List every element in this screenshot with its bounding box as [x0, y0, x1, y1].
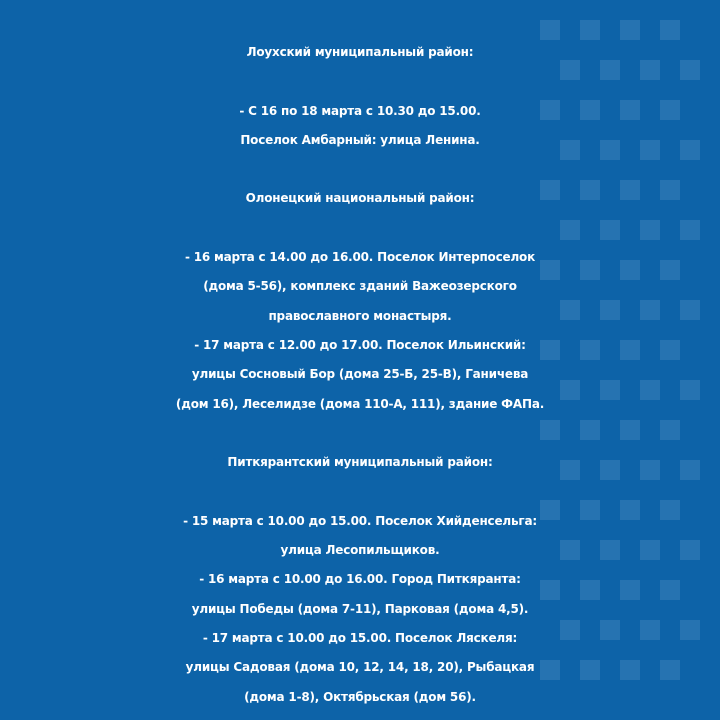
text-line: - 17 марта с 12.00 до 17.00. Поселок Ильинский:	[194, 337, 526, 352]
text-line: - 16 марта с 10.00 до 16.00. Город Питкяранта:	[199, 572, 521, 587]
text-line: (дома 5-56), комплекс зданий Важеозерского	[203, 279, 517, 294]
spacer	[0, 214, 720, 243]
text-line: - 17 марта с 10.00 до 15.00. Поселок Ляскеля:	[202, 630, 518, 645]
text-line: православного монастыря.	[268, 308, 452, 323]
spacer	[0, 155, 720, 184]
text-line: (дома 1-8), Октябрьская (дом 56).	[244, 689, 476, 704]
text-line: улицы Садовая (дома 10, 12, 14, 18, 20), Рыбацкая	[185, 660, 535, 675]
text-line: - 15 марта с 10.00 до 15.00. Поселок Хийденсельга:	[183, 513, 537, 528]
text-line: Поселок Амбарный: улица Ленина.	[240, 132, 480, 147]
spacer	[0, 419, 720, 448]
text-line: - 16 марта с 14.00 до 16.00. Поселок Интерпоселок	[184, 250, 536, 265]
text-line: улицы Победы (дома 7-11), Парковая (дома 4,5).	[191, 601, 529, 616]
spacer	[0, 67, 720, 96]
section-heading: Лоухский муниципальный район:	[246, 45, 474, 59]
text-line: улица Лесопильщиков.	[280, 543, 440, 558]
text-line: - С 16 по 18 марта с 10.30 до 15.00.	[239, 103, 481, 118]
text-line: улицы Сосновый Бор (дома 25-Б, 25-В), Ганичева	[191, 367, 529, 382]
spacer	[0, 477, 720, 506]
section-heading: Олонецкий национальный район:	[245, 191, 475, 206]
text-line: (дом 16), Леселидзе (дома 110-А, 111), здание ФАПа.	[175, 396, 545, 411]
section-heading: Питкярантский муниципальный район:	[227, 455, 493, 470]
announcement-text	[0, 38, 720, 712]
